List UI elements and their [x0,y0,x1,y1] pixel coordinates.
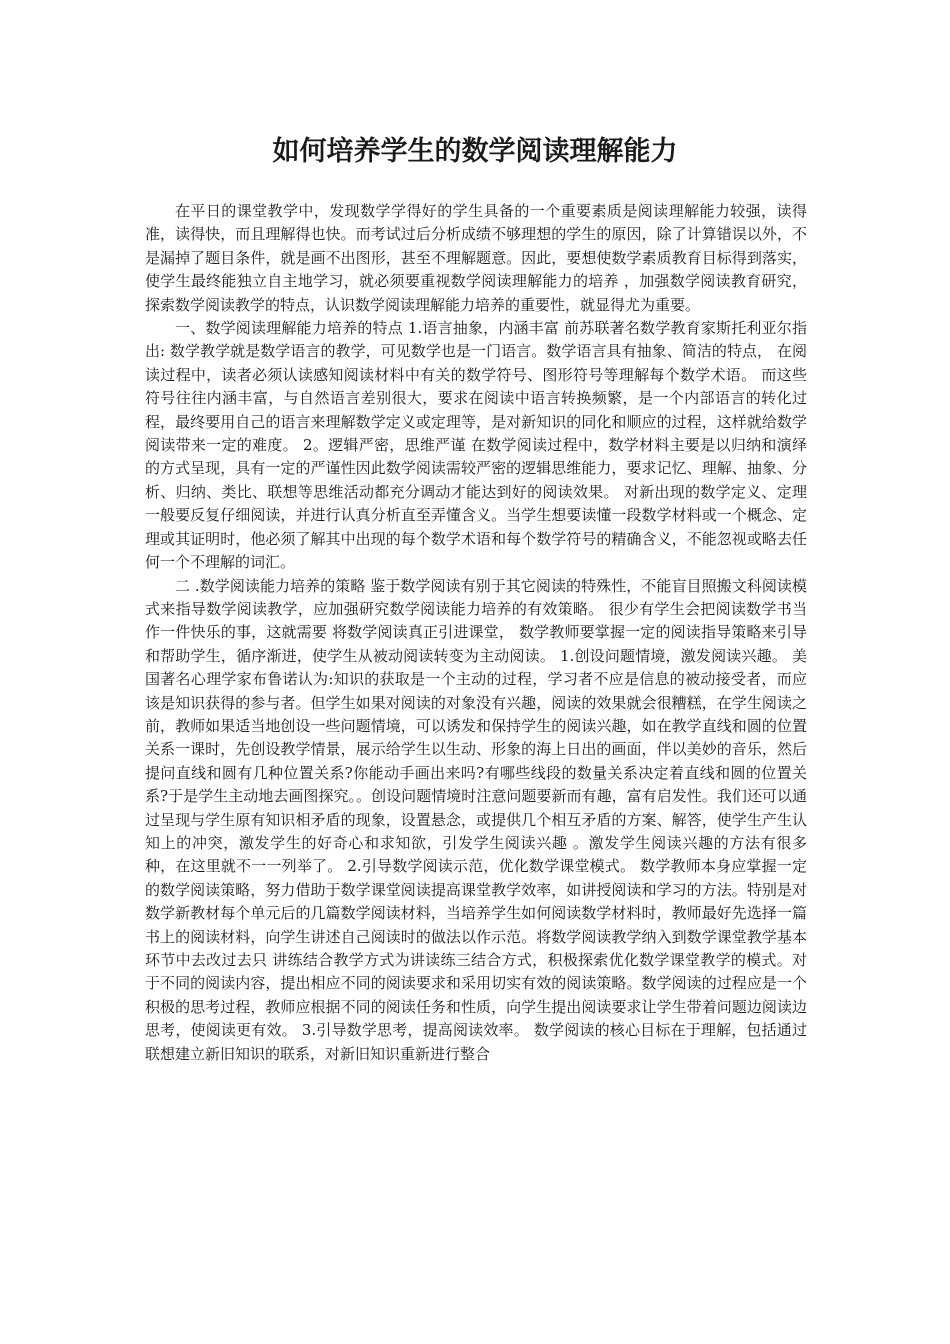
paragraph-section-one: 一、数学阅读理解能力培养的特点 1.语言抽象，内涵丰富 前苏联著名数学教育家斯托利亚尔指出: 数学教学就是数学语言的教学，可见数学也是一门语言。数学语言具有抽象、简洁的特点， 在阅读过程中，读者必须认读感知阅读材料中有关的数学符号、图形符号等理解每个数学术语。 而这些符号往往内涵丰富，与自然语言差别很大，要求在阅读中语言转换频繁，是一个内部语言的转化过程，最终要用自己的语言来理解数学定义或定理等，是对新知识的同化和顺应的过程，这样就给数学阅读带来一定的难度。 2。逻辑严密，思维严谨 在数学阅读过程中，数学材料主要是以归纳和演绎的方式呈现，具有一定的严谨性因此数学阅读需较严密的逻辑思维能力，要求记忆、理解、抽象、分析、归纳、类比、联想等思维活动都充分调动才能达到好的阅读效果。 对新出现的数学定义、定理一般要反复仔细阅读，并进行认真分析直至弄懂含义。当学生想要读懂一段数学材料或一个概念、定理或其证明时，他必须了解其中出现的每个数学术语和每个数学符号的精确含义，不能忽视或略去任何一个不理解的词汇。 [145,319,807,572]
paragraph-section-two: 二 .数学阅读能力培养的策略 鉴于数学阅读有别于其它阅读的特殊性，不能盲目照搬文科阅读模式来指导数学阅读教学，应加强研究数学阅读能力培养的有效策略。 很少有学生会把阅读数学书当作一件快乐的事，这就需要 将数学阅读真正引进课堂， 数学教师要掌握一定的阅读指导策略来引导和帮助学生，循序渐进，使学生从被动阅读转变为主动阅读。 1.创设问题情境，激发阅读兴趣。 美国著名心理学家布鲁诺认为:知识的获取是一个主动的过程，学习者不应是信息的被动接受者，而应该是知识获得的参与者。但学生如果对阅读的对象没有兴趣，阅读的效果就会很糟糕，在学生阅读之前，教师如果适当地创设一些问题情境，可以诱发和保持学生的阅读兴趣，如在教学直线和圆的位置关系一课时，先创设教学情景，展示给学生以生动、形象的海上日出的画面，伴以美妙的音乐，然后提问直线和圆有几种位置关系?你能动手画出来吗?有哪些线段的数量关系决定着直线和圆的位置关系?于是学生主动地去画图探究。。创设问题情境时注意问题要新而有趣，富有启发性。我们还可以通过呈现与学生原有知识相矛盾的现象，设置悬念，或提供几个相互矛盾的方案、解答，使学生产生认知上的冲突，激发学生的好奇心和求知欲，引发学生阅读兴趣 。激发学生阅读兴趣的方法有很多种，在这里就不一一列举了。 2.引导数学阅读示范，优化数学课堂模式。 数学教师本身应掌握一定的数学阅读策略，努力借助于数学课堂阅读提高课堂教学效率，如讲授阅读和学习的方法。特别是对数学新教材每个单元后的几篇数学阅读材料，当培养学生如何阅读数学材料时，教师最好先选择一篇书上的阅读材料，向学生讲述自己阅读时的做法以作示范。将数学阅读教学纳入到数学课堂教学基本环节中去改过去只 讲练结合教学方式为讲读练三结合方式，积极探索优化数学课堂教学的模式。对于不同的阅读内容，提出相应不同的阅读要求和采用切实有效的阅读策略。数学阅读的过程应是一个积极的思考过程，教师应根据不同的阅读任务和性质，向学生提出阅读要求让学生带着问题边阅读边思考，使阅读更有效。 3.引导数学思考，提高阅读效率。 数学阅读的核心目标在于理解，包括通过联想建立新旧知识的联系，对新旧知识重新进行整合 [145,576,807,1063]
document-body [145,200,807,1066]
paragraph-intro: 在平日的课堂教学中，发现数学学得好的学生具备的一个重要素质是阅读理解能力较强，读得准，读得快，而且理解得也快。而考试过后分析成绩不够理想的学生的原因，除了计算错误以外，不是漏掉了题目条件，就是画不出图形，甚至不理解题意。因此，要想使数学素质教育目标得到落实，使学生最终能独立自主地学习，就必须要重视数学阅读理解能力的培养 ，加强数学阅读教育研究，探索数学阅读教学的特点，认识数学阅读理解能力培养的重要性，就显得尤为重要。 [145,202,807,314]
document-title: 如何培养学生的数学阅读理解能力 [272,136,678,167]
